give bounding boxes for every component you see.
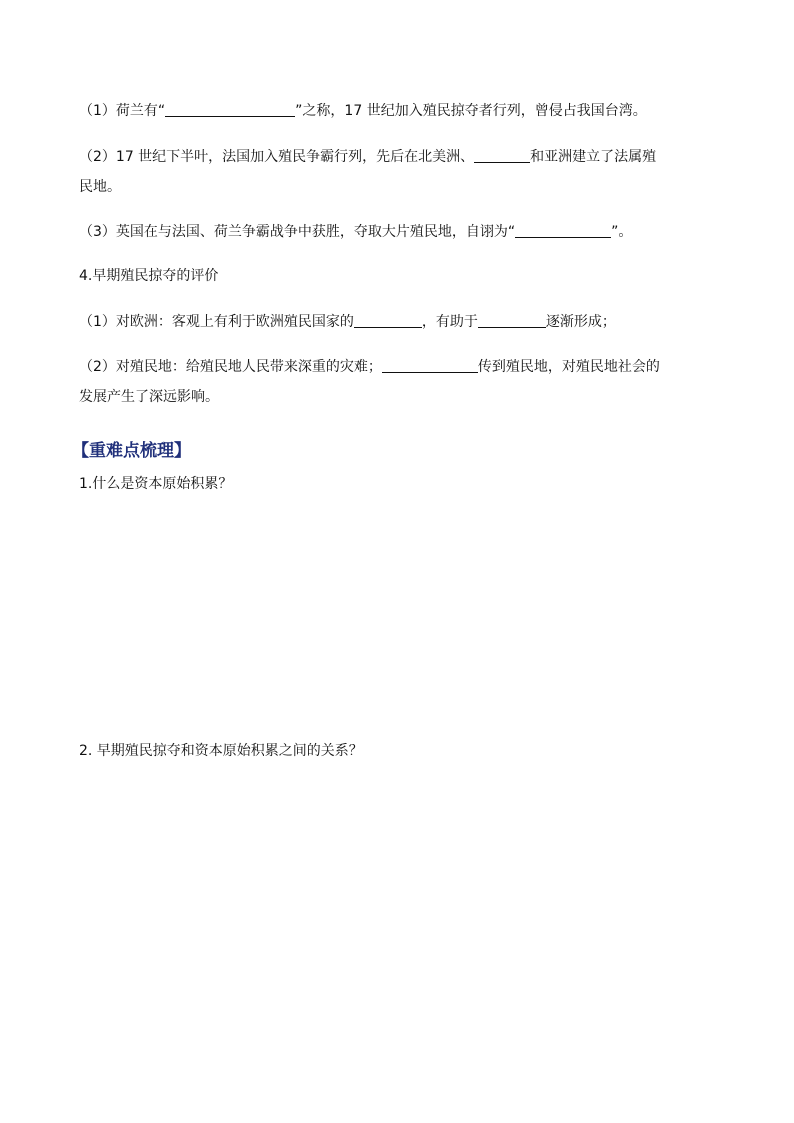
item-france-pre: （2）17 世纪下半叶，法国加入殖民争霸行列，先后在北美洲、 <box>79 149 475 165</box>
question-1: 1.什么是资本原始积累？ <box>79 476 233 492</box>
item-france-continued: 民地。 <box>79 179 121 195</box>
fill-blank[interactable] <box>382 358 478 373</box>
fill-blank[interactable] <box>354 313 422 328</box>
fill-blank[interactable] <box>515 223 611 238</box>
evaluation-colony-continued: 发展产生了深远影响。 <box>79 389 219 405</box>
item-france-post: 和亚洲建立了法属殖 <box>530 149 657 165</box>
evaluation-colony-pre: （2）对殖民地：给殖民地人民带来深重的灾难； <box>79 359 382 375</box>
evaluation-europe-mid: ，有助于 <box>421 314 478 330</box>
question-2: 2. 早期殖民掠夺和资本原始积累之间的关系？ <box>79 743 363 759</box>
item-france <box>79 147 656 167</box>
section-4-title: 4.早期殖民掠夺的评价 <box>79 268 219 284</box>
fill-blank[interactable] <box>478 313 546 328</box>
fill-blank[interactable] <box>474 148 530 163</box>
item-holland-pre: （1）荷兰有“ <box>79 103 166 119</box>
item-holland <box>79 101 647 121</box>
item-britain <box>79 222 632 242</box>
evaluation-europe <box>79 312 616 332</box>
section-heading: 【重难点梳理】 <box>72 441 191 461</box>
evaluation-europe-post: 逐渐形成； <box>545 314 616 330</box>
evaluation-colony-post: 传到殖民地，对殖民地社会的 <box>477 359 660 375</box>
evaluation-europe-pre: （1）对欧洲：客观上有利于欧洲殖民国家的 <box>79 314 354 330</box>
evaluation-colony <box>79 357 660 377</box>
item-britain-post: ”。 <box>611 224 633 240</box>
fill-blank[interactable] <box>165 102 295 117</box>
item-holland-post: ”之称，17 世纪加入殖民掠夺者行列，曾侵占我国台湾。 <box>295 103 647 119</box>
item-britain-pre: （3）英国在与法国、荷兰争霸战争中获胜，夺取大片殖民地，自诩为“ <box>79 224 516 240</box>
